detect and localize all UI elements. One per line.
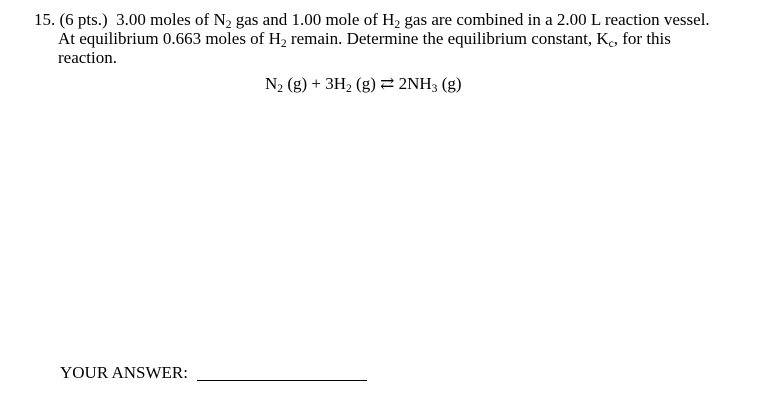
reaction-equation [265,74,462,94]
question-15 [34,10,734,67]
answer-blank[interactable] [197,380,367,381]
question-text-5: remain. Determine the equilibrium constant, K [286,29,609,48]
subscript: 2 [277,82,284,96]
equilibrium-arrow-icon: ⇄ [380,74,395,93]
subscript: 2 [394,18,401,32]
question-line-3 [34,48,734,67]
question-text-4: At equilibrium 0.663 moles of H [58,29,281,48]
subscript: 2 [225,18,232,32]
subscript: 2 [346,82,352,96]
equation-n2: N [265,74,278,93]
question-text-7: reaction. [58,48,117,67]
equation-nh3: 2NH [394,74,432,93]
question-text-6: , for this [613,29,671,48]
question-text-2: gas and 1.00 mole of H [231,10,395,29]
question-line-1 [34,10,734,32]
question-text-3: gas are combined in a 2.00 L reaction vessel. [400,10,710,29]
equation-n2-state: (g) + 3H [283,74,346,93]
question-points: (6 pts.) [59,10,108,29]
equation-nh3-state: (g) [437,74,462,93]
equation-h2-state: (g) [351,74,381,93]
question-text-1: 3.00 moles of N [116,10,226,29]
subscript: 2 [280,37,287,51]
answer-label: YOUR ANSWER: [60,363,188,382]
subscript: 3 [431,82,438,96]
subscript: c [608,37,614,51]
question-number: 15. [34,10,56,29]
question-line-2 [34,29,734,51]
